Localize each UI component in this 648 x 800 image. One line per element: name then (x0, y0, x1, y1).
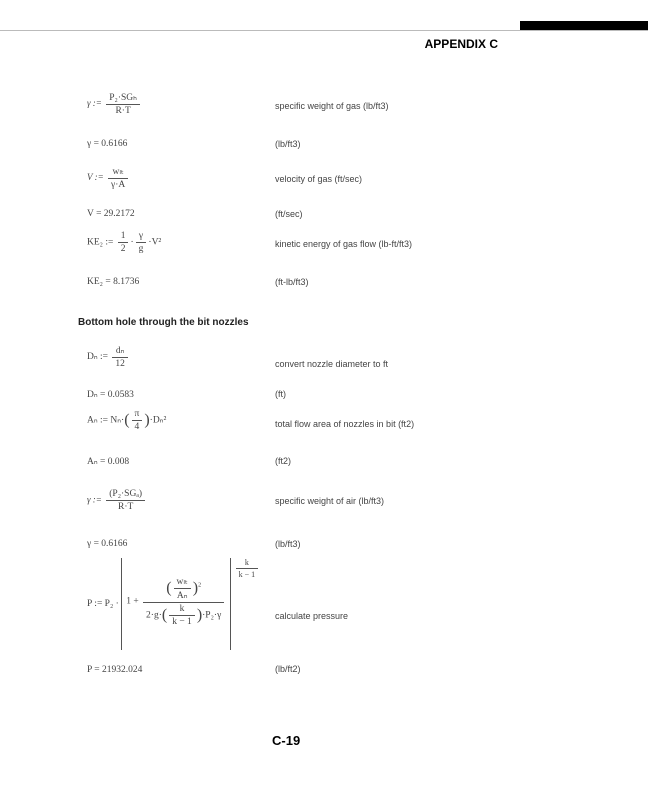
unit-nozzle-diameter: (ft) (275, 389, 286, 399)
result-gamma-gas: γ = 0.6166 (87, 139, 128, 149)
unit-gamma-air: (lb/ft3) (275, 539, 301, 549)
result-gamma-air: γ = 0.6166 (87, 539, 128, 549)
desc-pressure: calculate pressure (275, 611, 349, 621)
desc-kinetic-energy: kinetic energy of gas flow (lb-ft/ft3) (275, 239, 413, 249)
unit-gamma-gas: (lb/ft3) (275, 139, 301, 149)
formula-gamma-gas: γ := $\frac{\text{P₂·SGₕ}}{R\cdot T}$ (87, 92, 142, 116)
result-kinetic-energy: KE₂ = 8.1736 (87, 277, 140, 287)
formula-velocity: V := $\frac{\text{wₗₜ}}{\gamma\cdot A}$ (87, 166, 130, 190)
result-pressure: P = 21932.024 (87, 665, 143, 675)
formula-nozzle-area: Aₙ := Nₙ·( $\frac{\pi}{4}$ )·Dₙ² (87, 409, 167, 432)
desc-gamma-gas: specific weight of gas (lb/ft3) (275, 101, 389, 111)
header-rule (0, 30, 648, 31)
desc-gamma-air: specific weight of air (lb/ft3) (275, 496, 385, 506)
formula-gamma-air: γ := $\frac{\text{(P₂·SGₐ)}}{R\cdot T}$ (87, 489, 147, 512)
formula-nozzle-diameter: Dₙ := $\frac{\text{dₙ}}{12}$ (87, 345, 130, 369)
desc-nozzle-area: total flow area of nozzles in bit (ft2) (275, 419, 415, 429)
section-title: Bottom hole through the bit nozzles (78, 317, 249, 328)
formula-kinetic-energy: KE₂ := $\frac{1}{2}$ · $\frac{\gamma}{g}$ ·V² (87, 231, 162, 254)
appendix-label: APPENDIX C (424, 37, 498, 51)
unit-velocity: (ft/sec) (275, 209, 303, 219)
unit-nozzle-area: (ft2) (275, 456, 292, 466)
desc-nozzle-diameter: convert nozzle diameter to ft (275, 359, 389, 369)
result-nozzle-area: Aₙ = 0.008 (87, 457, 130, 467)
unit-pressure: (lb/ft2) (275, 664, 301, 674)
formula-pressure: P := P₂ · 1 + ( $\frac{\text{wₗₜ}}{\text{Aₙ}}$ )$^2$ 2·g·( $\frac{k}{k - 1}$ )·P₂·γ $\frac{k}{k - 1}$ (87, 558, 260, 650)
result-nozzle-diameter: Dₙ = 0.0583 (87, 390, 134, 400)
result-velocity: V = 29.2172 (87, 209, 135, 219)
pressure-bracket: 1 + ( $\frac{\text{wₗₜ}}{\text{Aₙ}}$ )$^2$ 2·g·( $\frac{k}{k - 1}$ )·P₂·γ (121, 558, 231, 650)
page-number: C-19 (272, 733, 301, 748)
unit-kinetic-energy: (ft-lb/ft3) (275, 277, 309, 287)
desc-velocity: velocity of gas (ft/sec) (275, 174, 363, 184)
